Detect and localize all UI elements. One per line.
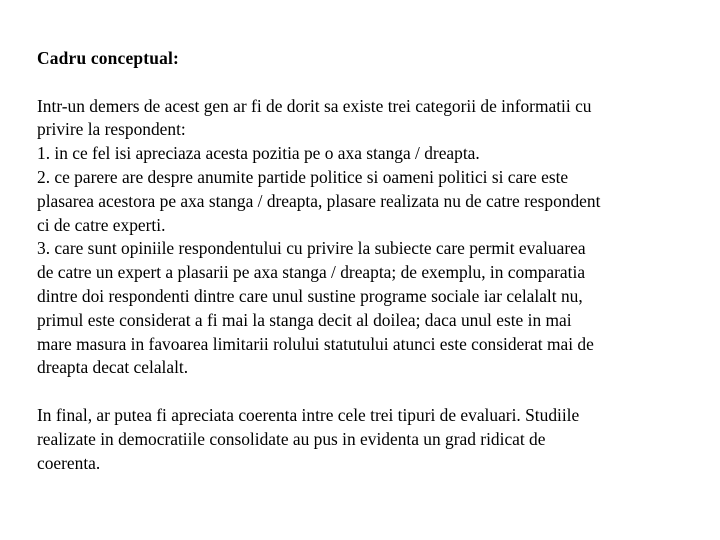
list-item-line: primul este considerat a fi mai la stanga decit al doilea; daca unul este in mai: [37, 309, 572, 330]
conclusion-line: realizate in democratiile consolidate au pus in evidenta un grad ridicat de: [37, 428, 546, 449]
list-item-line: dreapta decat celalalt.: [37, 357, 189, 378]
intro-paragraph: [37, 95, 697, 143]
list-item-line: ci de catre experti.: [37, 214, 166, 235]
list-item-line: 2. ce parere are despre anumite partide politice si oameni politici si care este: [37, 166, 569, 187]
list-item-3: [37, 237, 697, 380]
list-item-line: mare masura in favoarea limitarii rolului statutului atunci este considerat mai de: [37, 333, 594, 354]
list-item-line: de catre un expert a plasarii pe axa stanga / dreapta; de exemplu, in comparatia: [37, 262, 586, 283]
list-item-line: dintre doi respondenti dintre care unul sustine programe sociale iar celalalt nu,: [37, 285, 583, 306]
list-item-line: 3. care sunt opiniile respondentului cu privire la subiecte care permit evaluarea: [37, 238, 586, 259]
list-item-line: plasarea acestora pe axa stanga / dreapta, plasare realizata nu de catre respondent: [37, 190, 601, 211]
slide-heading: Cadru conceptual:: [37, 48, 180, 68]
list-item-1: [37, 142, 697, 166]
intro-line: Intr-un demers de acest gen ar fi de dorit sa existe trei categorii de informatii cu: [37, 95, 592, 116]
slide-content: [37, 47, 697, 475]
list-item-2: [37, 166, 697, 237]
intro-line: privire la respondent:: [37, 119, 186, 140]
spacer: [37, 380, 697, 404]
conclusion-line: In final, ar putea fi apreciata coerenta intre cele trei tipuri de evaluari. Studiile: [37, 404, 580, 425]
conclusion-line: coerenta.: [37, 452, 101, 473]
spacer: [37, 71, 697, 95]
list-item-line: 1. in ce fel isi apreciaza acesta pozitia pe o axa stanga / dreapta.: [37, 143, 480, 164]
conclusion-paragraph: [37, 404, 697, 475]
